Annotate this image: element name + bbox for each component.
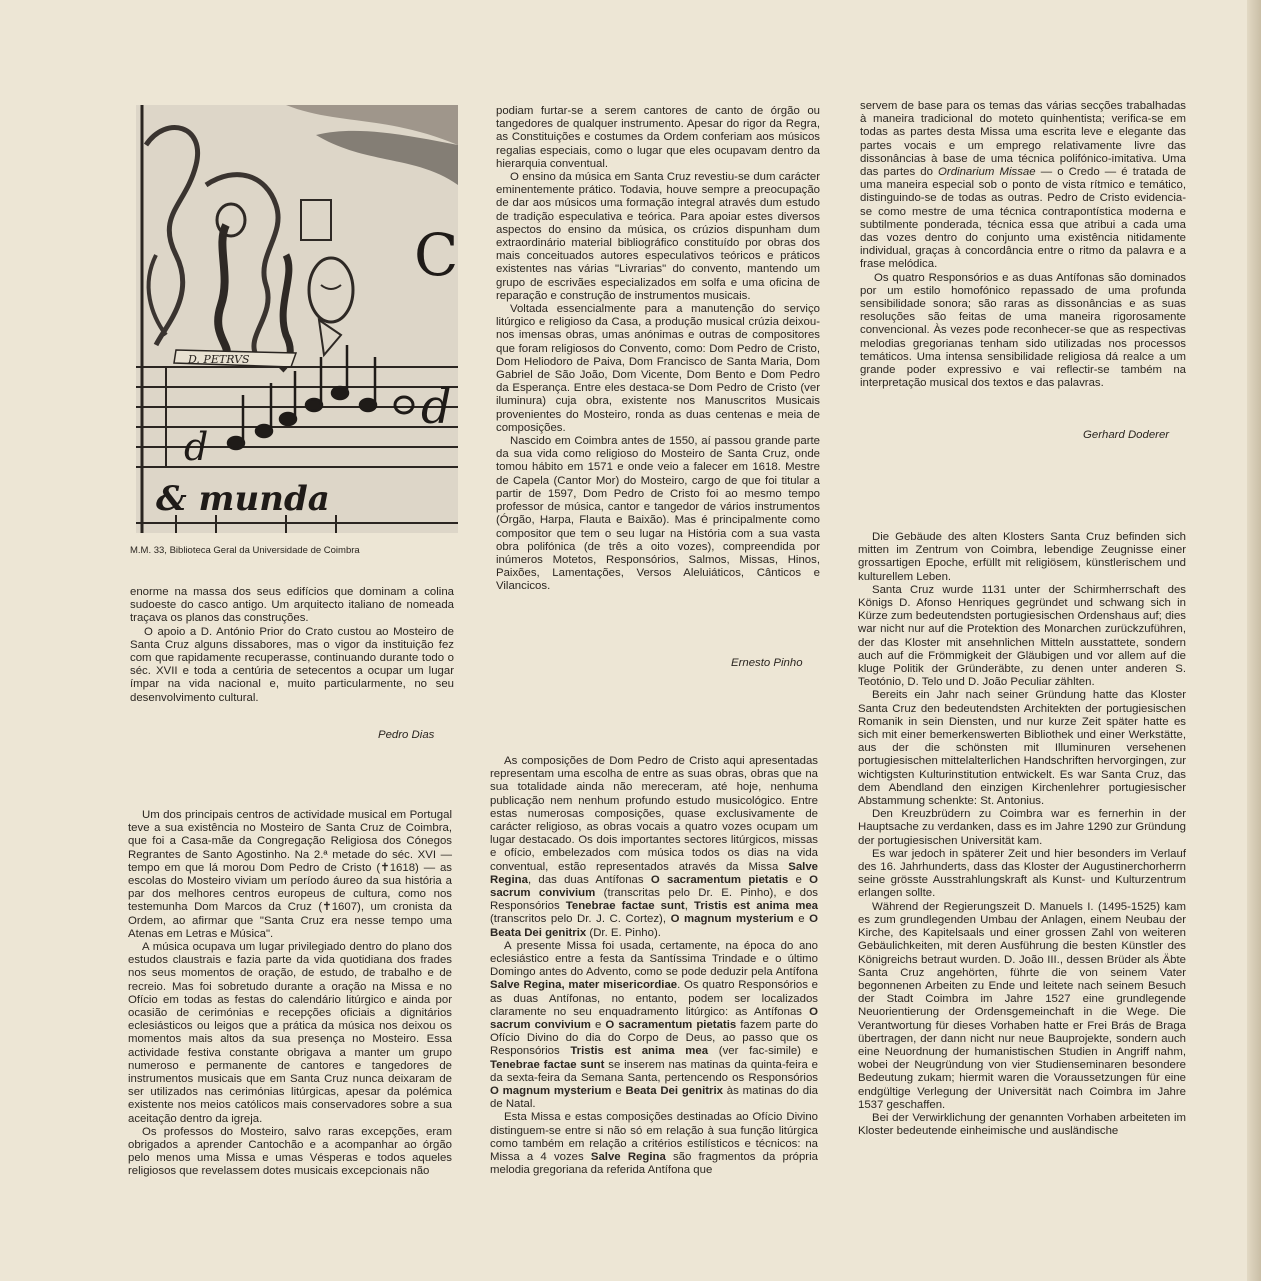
paragraph: enorme na massa dos seus edifícios que dominam a colina sudoeste do casco antigo. Um arquitecto italiano de nomeada traçava os planos das construções. bbox=[130, 586, 454, 625]
paragraph: Den Kreuzbrüdern zu Coimbra war es fernerhin in der Hauptsache zu verdanken, dass es im Jahre 1290 zur Gründung der portugiesischen Universität kam. bbox=[858, 808, 1186, 847]
paragraph: Esta Missa e estas composições destinadas ao Ofício Divino distinguem-se entre si não só em relação à sua função litúrgica como também em relação a critérios estilísticos e técnicos: na Missa a 4 vozes Salve Regina são fragmentos da própria melodia gregoriana da referida Antífona que bbox=[490, 1111, 818, 1177]
paragraph: A música ocupava um lugar privilegiado dentro do plano dos estudos claustrais e fazia parte da vida quotidiana dos frades nos seus momentos de oração, de estudo, de trabalho e de recreio. Mas foi sobretudo durante a oração na Missa e no Ofício em todas as festas do calendário litúrgico e ainda por ocasião de cerimónias e recepções oficiais a dignitários eclesiásticos ou leigos que a prática da música nos deixou os momentos mais altos da sua presença no Mosteiro. Essa actividade festiva constante obrigava a manter um grupo numeroso e permanente de cantores e tangedores de instrumentos musicais que em Santa Cruz nunca deixaram de ser utilizados nas cerimónias litúrgicas, apesar da polémica existente nos meios católicos mais conservadores sobre a sua aceitação dentro da igreja. bbox=[128, 941, 452, 1125]
paragraph: O ensino da música em Santa Cruz revestiu-se dum carácter eminentemente prático. Todavia, houve sempre a preocupação de dar aos músicos uma formação integral através dum estudo de tradição especulativa e teórica. Para apoiar estes diversos aspectos do ensino da música, os crúzios dispunham dum extraordinário material bibliográfico constituído por obras dos mais conceituados autores especulativos teóricos e práticos existentes nas várias "Livrarias" do convento, mantendo um grupo de escrivães especializados em solfa e uma oficina de reparação e construção de instrumentos musicais. bbox=[496, 171, 820, 302]
col1-top bbox=[130, 586, 454, 705]
signature-ernesto-pinho: Ernesto Pinho bbox=[731, 657, 803, 669]
col3-bottom bbox=[858, 531, 1186, 1138]
banner-text: D. PETRVS bbox=[188, 353, 250, 366]
paragraph: Während der Regierungszeit D. Manuels I. (1495-1525) kam es zum grundlegenden Umbau der Anlagen, einem Neubau der Kirche, des Kapitelsaals und einer grossen Zahl von weiteren Gebäulichkeiten, mit deren Ausführung die besten Künstler des Königreichs betraut wurden. D. João III., dessen Brüder als Äbte Santa Cruz angehörten, führte die von seinem Vater begonnenen Arbeiten zu Ende und leitete nach seinem Besuch der Stadt Coimbra im Jahre 1527 eine grundlegende Neuorientierung der Ordensgemeinchaft in die Wege. Die Verantwortung für dieses Vorhaben hatte er Frei Brás de Braga übertragen, der dann nicht nur neue Bauprojekte, sondern auch eine Neuordnung der humanistischen Studien in Angriff nahm, wobei der Neugründung von vier Studienseminaren besondere Bedeutung zukam; hiermit waren die Voraussetzungen für eine endgültige Verlegung der Universität nach Coimbra im Jahre 1537 geschaffen. bbox=[858, 900, 1186, 1111]
paragraph: Bei der Verwirklichung der genannten Vorhaben arbeiteten im Kloster bedeutende einheimische und ausländische bbox=[858, 1111, 1186, 1138]
illumination-image bbox=[136, 105, 458, 533]
page-edge bbox=[1247, 0, 1261, 1281]
lyric-text: & munda bbox=[156, 479, 330, 519]
paragraph: Os professos do Mosteiro, salvo raras excepções, eram obrigados a aprender Cantochão e a acompanhar ao órgão pelo menos uma Missa e umas Vésperas e todos aqueles religiosos que revelassem dotes musicais excepcionais não bbox=[128, 1125, 452, 1178]
paragraph: Santa Cruz wurde 1131 unter der Schirmherrschaft des Königs D. Afonso Henriques gegründet und schwang sich in Kürze zum bedeutendsten portugiesischen Ordenshaus auf; dies war nicht nur auf die Protektion des Monarchen zurückzuführen, der das Kloster mit ansehnlichen Mitteln ausstattete, sondern auch auf die Frömmigkeit der Gläubigen und vor allem auf die kluge Politik der Gründeräbte, zu denen unter anderen S. Teotónio, D. Telo und D. João Peculiar zählten. bbox=[858, 583, 1186, 689]
signature-pedro-dias: Pedro Dias bbox=[378, 729, 435, 741]
paragraph: servem de base para os temas das várias secções trabalhadas à maneira tradicional do moteto quinhentista; verifica-se em todas as partes desta Missa uma escrita leve e elegante das partes vocais e um emprego relativamente livre das dissonâncias à base de uma técnica polifónico-imitativa. Uma das partes do Ordinarium Missae — o Credo — é tratada de uma maneira especial sob o ponto de vista rítmico e temático, distinguindo-se de todas as outras. Pedro de Cristo evidencia-se como mestre de uma técnica contrapontística moderna e subtilmente ponderada, técnica essa que atribui a cada uma das vozes dentro do conjunto uma existência nitidamente individual, graças à concordância entre o ritmo da palavra e a frase melódica. bbox=[860, 100, 1186, 271]
paragraph: Um dos principais centros de actividade musical em Portugal teve a sua existência no Mosteiro de Santa Cruz de Coimbra, que foi a Casa-mãe da Congregação Religiosa dos Cónegos Regrantes de Santo Agostinho. Na 2.ª metade do séc. XVI — tempo em que lá morou Dom Pedro de Cristo (✝1618) — as escolas do Mosteiro viviam um período áureo da sua história a par dos melhores centros europeus de cultura, como nos testemunha Dom Marcos da Cruz (✝1607), um cronista da Ordem, ao afirmar que "Santa Cruz era nesse tempo uma Atenas em Letras e Música". bbox=[128, 809, 452, 940]
paragraph: As composições de Dom Pedro de Cristo aqui apresentadas representam uma escolha de entre as suas obras, obras que na sua totalidade ainda não mereceram, até hoje, nenhuma publicação nem nenhum profundo estudo musicológico. Entre estas numerosas composições, quase exclusivamente de carácter religioso, as obras vocais a quatro vozes ocupam um lugar destacado. Os dois importantes sectores litúrgicos, missas e ofício, embelezados com música todos os dias na vida conventual, estão representados através da Missa Salve Regina, das duas Antífonas O sacramentum pietatis e O sacrum convivium (transcritas pelo Dr. E. Pinho), e dos Responsórios Tenebrae factae sunt, Tristis est anima mea (transcritos pelo Dr. J. C. Cortez), O magnum mysterium e O Beata Dei genitrix (Dr. E. Pinho). bbox=[490, 755, 818, 939]
paragraph: podiam furtar-se a serem cantores de canto de órgão ou tangedores de qualquer instrumento. Apesar do rigor da Regra, as Constituições e costumes da Ordem conferiam aos músicos regalias especiais, como o lugar que eles ocupavam dentro da hierarquia conventual. bbox=[496, 105, 820, 170]
svg-text:C: C bbox=[414, 221, 458, 289]
signature-gerhard-doderer: Gerhard Doderer bbox=[1083, 429, 1170, 441]
illumination-caption: M.M. 33, Biblioteca Geral da Universidade de Coimbra bbox=[130, 545, 360, 556]
svg-text:d: d bbox=[184, 425, 209, 469]
col1-bottom bbox=[128, 809, 452, 1179]
col2-top bbox=[496, 105, 820, 594]
paragraph: Voltada essencialmente para a manutenção do serviço litúrgico e religioso da Casa, a produção musical crúzia deixou-nos imensas obras, umas anónimas e outras de compositores que foram religiosos do Convento, como: Dom Pedro de Cristo, Dom Heliodoro de Paiva, Dom Francisco de Santa Maria, Dom Gabriel de São João, Dom Vicente, Dom Bento e Dom Pedro da Esperança. Entre eles destaca-se Dom Pedro de Cristo (ver iluminura) cuja obra, existente nos Manuscritos Musicais provenientes do Mosteiro, ronda as duas centenas e meia de composições. bbox=[496, 303, 820, 434]
col2-bottom bbox=[490, 755, 818, 1178]
paragraph: A presente Missa foi usada, certamente, na época do ano eclesiástico entre a festa da Santíssima Trindade e o último Domingo antes do Advento, como se pode deduzir pela Antífona Salve Regina, mater misericordiae. Os quatro Responsórios e as duas Antífonas, no entanto, podem ser localizados claramente no seu enquadramento litúrgico: as Antífonas O sacrum convivium e O sacramentum pietatis fazem parte do Ofício Divino do dia do Corpo de Deus, ao passo que os Responsórios Tristis est anima mea (ver fac-simile) e Tenebrae factae sunt se inserem nas matinas da quinta-feira e da sexta-feira da Semana Santa, pertencendo os Responsórios O magnum mysterium e Beata Dei genitrix às matinas do dia de Natal. bbox=[490, 939, 819, 1111]
col3-top bbox=[860, 100, 1186, 390]
paragraph: Die Gebäude des alten Klosters Santa Cruz befinden sich mitten im Zentrum von Coimbra, lebendige Zeugnisse einer grossartigen Epoche, erfüllt mit religiösem, künstlerischem und kulturellem Leben. bbox=[858, 531, 1186, 583]
paragraph: Nascido em Coimbra antes de 1550, aí passou grande parte da sua vida como religioso do Mosteiro de Santa Cruz, onde tomou hábito em 1571 e onde veio a falecer em 1618. Mestre de Capela (Cantor Mor) do Mosteiro, cargo de que foi titular a partir de 1597, Dom Pedro de Cristo foi ao mesmo tempo professor de música, cantor e tangedor de vários instrumentos (Órgão, Harpa, Flauta e Baixão). Mas é principalmente como compositor que tem o seu lugar na História com a sua vasta obra polifónica (de três a oito vozes), compreendida por inúmeros Motetos, Responsórios, Salmos, Missas, Hinos, Paixões, Lamentações, Versos Aleluiáticos, Cânticos e Vilancicos. bbox=[496, 435, 820, 593]
paragraph: Es war jedoch in späterer Zeit und hier besonders im Verlauf des 16. Jahrhunderts, dass das Kloster der Augustinerchorherrn seine grösste Ausstrahlungskraft als Kunst- und Kulturzentrum erlangen sollte. bbox=[858, 847, 1186, 900]
paragraph: O apoio a D. António Prior do Crato custou ao Mosteiro de Santa Cruz alguns dissabores, mas o vigor da instituição fez com que rapidamente recuperasse, continuando durante todo o séc. XVII e toda a centúria de setecentos a ocupar um lugar ímpar na vida nacional e, muito particularmente, no seu desenvolvimento cultural. bbox=[130, 625, 454, 704]
note-letter: d bbox=[421, 379, 452, 435]
paragraph: Os quatro Responsórios e as duas Antífonas são dominados por um estilo homofónico repassado de uma profunda sensibilidade sonora; são raras as dissonâncias e as suas resoluções são feitas de uma maneira rigorosamente convencional. Às vezes pode reconhecer-se que as respectivas melodias gregorianas tenham sido utilizadas nos processos temáticos. Uma intensa sensibilidade religiosa dá realce a um grande poder expressivo e vai reflectir-se também na interpretação musical dos textos e das palavras. bbox=[860, 271, 1186, 390]
paragraph: Bereits ein Jahr nach seiner Gründung hatte das Kloster Santa Cruz den bedeutendsten Architekten der portugiesischen Romanik in sein Diensten, und nur kurze Zeit später hatte es sich mit einer bemerkenswerten Bibliothek und einer Werkstätte, aus der die schönsten mit Illuminuren versehenen portugiesischen mittelalterlichen Handschriften hervorgingen, zur wichtigsten Kulturinstitution entwickelt. Es war Santa Cruz, das dem Abendland den einzigen Kirchenlehrer portugiesischer Abstammung schenkte: St. Antonius. bbox=[858, 689, 1186, 808]
